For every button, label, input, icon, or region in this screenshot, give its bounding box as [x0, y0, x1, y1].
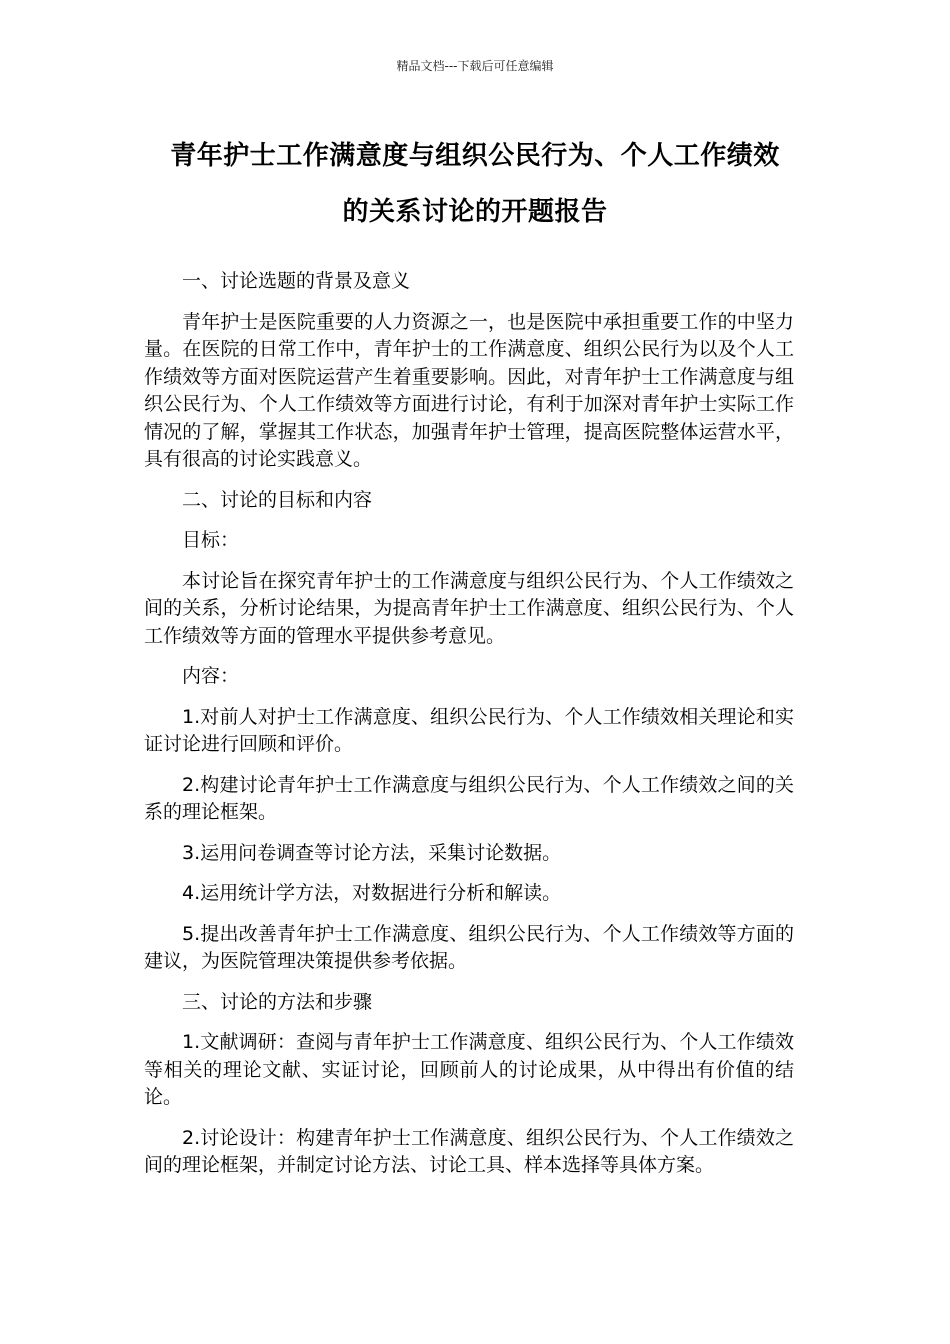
content-item-5: 5.提出改善青年护士工作满意度、组织公民行为、个人工作绩效等方面的建议，为医院管理决策提供参考依据。 — [144, 922, 794, 972]
paragraph-goal: 本讨论旨在探究青年护士的工作满意度与组织公民行为、个人工作绩效之间的关系，分析讨论结果，为提高青年护士工作满意度、组织公民行为、个人工作绩效等方面的管理水平提供参考意见。 — [144, 569, 794, 647]
method-item-2: 2.讨论设计：构建青年护士工作满意度、组织公民行为、个人工作绩效之间的理论框架，并制定讨论方法、讨论工具、样本选择等具体方案。 — [144, 1126, 794, 1176]
label-content: 内容： — [182, 665, 240, 687]
label-goal: 目标： — [182, 529, 240, 551]
section-heading-methods: 三、讨论的方法和步骤 — [182, 990, 373, 1013]
content-item-2: 2.构建讨论青年护士工作满意度与组织公民行为、个人工作绩效之间的关系的理论框架。 — [144, 773, 794, 823]
document-body — [144, 268, 794, 1193]
title-line-2: 的关系讨论的开题报告 — [342, 197, 608, 227]
section-heading-background: 一、讨论选题的背景及意义 — [182, 270, 411, 292]
header-note: 精品文档---下载后可任意编辑 — [396, 59, 554, 73]
content-item-3: 3.运用问卷调查等讨论方法，采集讨论数据。 — [182, 841, 562, 864]
section-heading-goals: 二、讨论的目标和内容 — [182, 488, 373, 511]
method-item-1: 1.文献调研：查阅与青年护士工作满意度、组织公民行为、个人工作绩效等相关的理论文献、实证讨论，回顾前人的讨论成果，从中得出有价值的结论。 — [144, 1031, 794, 1108]
document-title — [140, 128, 810, 240]
paragraph-background: 青年护士是医院重要的人力资源之一，也是医院中承担重要工作的中坚力量。在医院的日常工作中，青年护士的工作满意度、组织公民行为以及个人工作绩效等方面对医院运营产生着重要影响。因此，对青年护士工作满意度与组织公民行为、个人工作绩效等方面进行讨论，有利于加深对青年护士实际工作情况的了解，掌握其工作状态，加强青年护士管理，提高医院整体运营水平，具有很高的讨论实践意义。 — [144, 310, 794, 470]
content-item-1: 1.对前人对护士工作满意度、组织公民行为、个人工作绩效相关理论和实证讨论进行回顾和评价。 — [144, 705, 794, 755]
title-line-1: 青年护士工作满意度与组织公民行为、个人工作绩效 — [170, 141, 780, 171]
content-item-4: 4.运用统计学方法，对数据进行分析和解读。 — [182, 882, 562, 904]
